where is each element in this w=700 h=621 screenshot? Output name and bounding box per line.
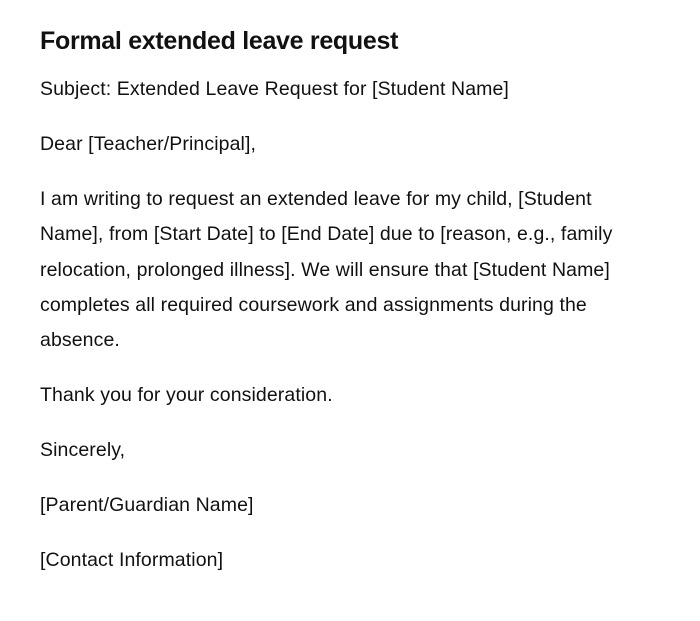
signature-name: [Parent/Guardian Name] [40,494,254,517]
document-title: Formal extended leave request [40,27,399,55]
salutation: Dear [Teacher/Principal], [40,132,257,155]
body-paragraph: I am writing to request an extended leave for my child, [Student Name], from [Start Date] to [End Date] due to [reason, e.g., family relocation, prolonged illness]. We will ensure that [Student Name] completes all required coursework and assignments during the absence. [40,187,613,352]
subject-line: Subject: Extended Leave Request for [Student Name] [40,78,509,100]
thanks-line: Thank you for your consideration. [40,384,333,407]
closing-line: Sincerely, [40,439,126,462]
contact-information: [Contact Information] [40,549,224,572]
